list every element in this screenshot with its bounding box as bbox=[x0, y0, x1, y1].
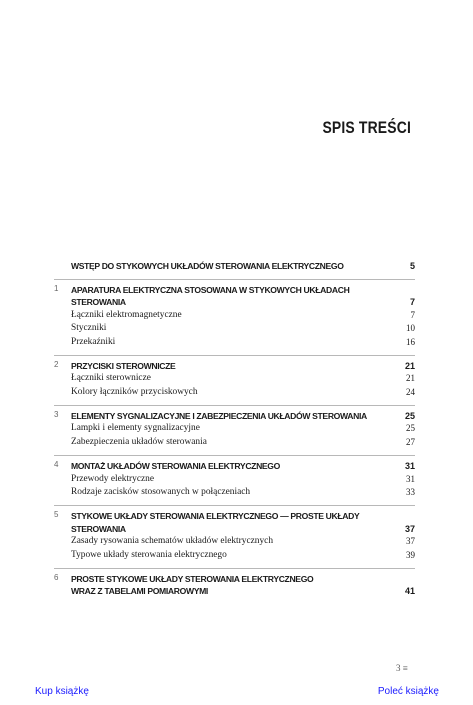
toc-chapter bbox=[54, 256, 415, 279]
toc-chapter bbox=[54, 568, 415, 603]
entry-page-number: 24 bbox=[406, 387, 415, 398]
recommend-book-link[interactable]: Poleć książkę bbox=[377, 686, 439, 697]
entry-title: Styczniki bbox=[71, 323, 107, 334]
toc-entry[interactable] bbox=[54, 473, 415, 487]
chapter-title: PROSTE STYKOWE UKŁADY STEROWANIA ELEKTRYCZNEGO WRAZ Z TABELAMI POMIAROWYMI bbox=[71, 573, 314, 597]
chapter-page-number: 21 bbox=[404, 360, 415, 371]
toc-entry[interactable] bbox=[54, 486, 415, 500]
chapter-title: APARATURA ELEKTRYCZNA STOSOWANA W STYKOWYCH UKŁADACH STEROWANIA bbox=[71, 284, 350, 307]
toc-chapter bbox=[54, 455, 415, 505]
chapter-page-number: 41 bbox=[404, 586, 415, 597]
table-of-contents bbox=[54, 256, 415, 603]
toc-chapter bbox=[54, 505, 415, 568]
chapter-number: 3 bbox=[54, 409, 59, 419]
chapter-heading[interactable] bbox=[54, 510, 415, 535]
entry-page-number: 37 bbox=[406, 536, 415, 547]
page-title: SPIS TREŚCI bbox=[322, 118, 411, 137]
toc-entry[interactable] bbox=[54, 549, 415, 563]
entry-title: Lampki i elementy sygnalizacyjne bbox=[71, 423, 200, 434]
entry-title: Przekaźniki bbox=[71, 337, 116, 348]
chapter-number: 2 bbox=[54, 359, 59, 369]
entry-page-number: 27 bbox=[406, 437, 415, 448]
entry-page-number: 16 bbox=[406, 337, 415, 348]
entry-title: Zabezpieczenia układów sterowania bbox=[71, 437, 207, 448]
chapter-title: ELEMENTY SYGNALIZACYJNE I ZABEZPIECZENIA UKŁADÓW STEROWANIA bbox=[71, 410, 367, 421]
chapter-page-number: 37 bbox=[404, 523, 415, 534]
buy-book-link[interactable]: Kup książkę bbox=[35, 686, 89, 697]
chapter-heading[interactable] bbox=[54, 284, 415, 309]
chapter-page-number: 5 bbox=[409, 261, 415, 271]
page-number: 3 ≡ bbox=[396, 663, 408, 673]
chapter-number: 6 bbox=[54, 572, 59, 582]
entry-page-number: 39 bbox=[406, 549, 415, 560]
entry-title: Zasady rysowania schematów układów elektrycznych bbox=[71, 536, 274, 547]
entry-title: Typowe układy sterowania elektrycznego bbox=[71, 549, 227, 560]
entry-title: Kolory łączników przyciskowych bbox=[71, 387, 198, 398]
entry-page-number: 25 bbox=[406, 423, 415, 434]
toc-entry[interactable] bbox=[54, 372, 415, 386]
toc-entry[interactable] bbox=[54, 436, 415, 450]
chapter-page-number: 31 bbox=[404, 461, 415, 472]
entry-page-number: 10 bbox=[406, 323, 415, 334]
entry-page-number: 31 bbox=[406, 473, 415, 484]
chapter-title: MONTAŻ UKŁADÓW STEROWANIA ELEKTRYCZNEGO bbox=[71, 461, 280, 472]
chapter-title: WSTĘP DO STYKOWYCH UKŁADÓW STEROWANIA ELEKTRYCZNEGO bbox=[71, 261, 344, 271]
chapter-number: 5 bbox=[54, 510, 59, 520]
chapter-page-number: 7 bbox=[409, 297, 415, 307]
chapter-heading[interactable] bbox=[54, 360, 415, 373]
entry-title: Rodzaje zacisków stosowanych w połączeniach bbox=[71, 487, 251, 498]
entry-page-number: 7 bbox=[410, 309, 415, 320]
chapter-title: STYKOWE UKŁADY STEROWANIA ELEKTRYCZNEGO — PROSTE UKŁADY STEROWANIA bbox=[71, 511, 360, 534]
entry-page-number: 33 bbox=[406, 487, 415, 498]
toc-entry[interactable] bbox=[54, 336, 415, 350]
chapter-page-number: 25 bbox=[404, 410, 415, 421]
entry-title: Przewody elektryczne bbox=[71, 473, 155, 484]
chapter-heading[interactable] bbox=[54, 460, 415, 473]
toc-entry[interactable] bbox=[54, 386, 415, 400]
entry-title: Łączniki sterownicze bbox=[71, 373, 151, 384]
toc-entry[interactable] bbox=[54, 309, 415, 323]
chapter-title: PRZYCISKI STEROWNICZE bbox=[71, 360, 176, 371]
toc-chapter bbox=[54, 355, 415, 405]
toc-entry[interactable] bbox=[54, 422, 415, 436]
entry-page-number: 21 bbox=[406, 373, 415, 384]
toc-chapter bbox=[54, 279, 415, 355]
chapter-heading[interactable] bbox=[54, 260, 415, 273]
toc-entry[interactable] bbox=[54, 322, 415, 336]
toc-chapter bbox=[54, 405, 415, 455]
chapter-heading[interactable] bbox=[54, 573, 415, 598]
entry-title: Łączniki elektromagnetyczne bbox=[71, 309, 182, 320]
toc-entry[interactable] bbox=[54, 535, 415, 549]
chapter-number: 4 bbox=[54, 460, 59, 470]
chapter-number: 1 bbox=[54, 283, 59, 293]
chapter-heading[interactable] bbox=[54, 410, 415, 423]
